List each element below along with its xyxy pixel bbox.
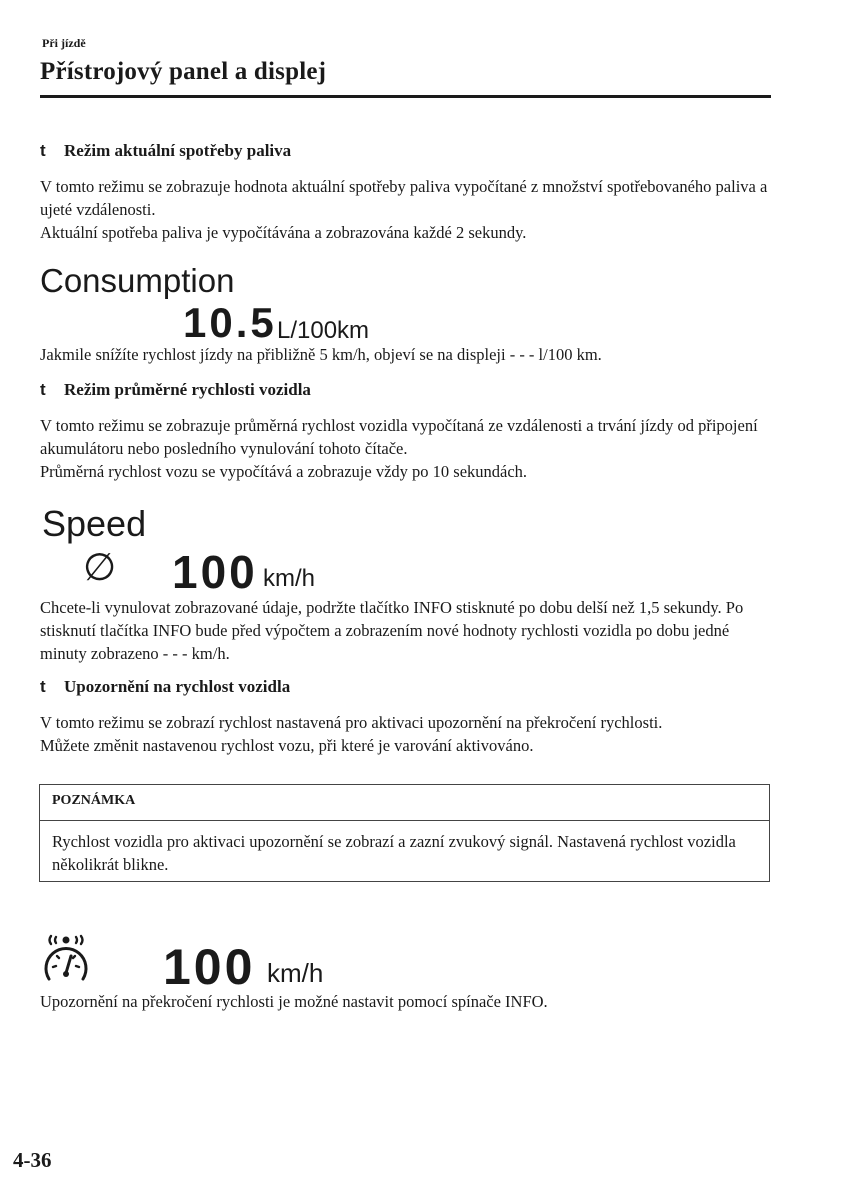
caption-line: Upozornění na překročení rychlosti je možné nastavit pomocí spínače INFO. — [40, 992, 548, 1011]
note-title: POZNÁMKA — [40, 785, 769, 821]
paragraph-average-speed — [40, 414, 780, 483]
paragraph-line: Můžete změnit nastavenou rychlost vozu, při které je varování aktivováno. — [40, 736, 534, 755]
paragraph-line: V tomto režimu se zobrazí rychlost nastavená pro aktivaci upozornění na překročení rychlosti. — [40, 713, 663, 732]
display-consumption-label: Consumption — [40, 262, 235, 299]
heading-fuel-consumption — [40, 141, 291, 161]
section-label: Při jízdě — [42, 36, 86, 50]
display-speed-unit: km/h — [263, 565, 316, 592]
caption-consumption — [40, 343, 780, 366]
note-text: Rychlost vozidla pro aktivaci upozornění se zobrazí a zazní zvukový signál. Nastavená rychlost vozidla několikrát blikne. — [52, 832, 736, 874]
caption-line: Jakmile snížíte rychlost jízdy na přibližně 5 km/h, objeví se na displeji - - - l/100 km. — [40, 345, 602, 364]
heading-text: Upozornění na rychlost vozidla — [64, 677, 291, 696]
average-symbol-icon: ∅ — [83, 547, 117, 589]
display-consumption-unit: L/100km — [277, 317, 370, 344]
paragraph-line: Aktuální spotřeba paliva je vypočítávána a zobrazována každé 2 sekundy. — [40, 223, 527, 242]
display-speed-value: 100 — [172, 546, 258, 598]
caption-speed — [40, 596, 780, 665]
page-number: 4-36 — [13, 1148, 52, 1172]
display-alert-unit: km/h — [267, 958, 324, 988]
display-alert-value: 100 — [163, 939, 256, 995]
bullet-glyph: t — [40, 141, 46, 160]
note-box — [39, 784, 770, 882]
caption-line: Chcete-li vynulovat zobrazované údaje, podržte tlačítko INFO stisknuté po dobu delší než 1,5 sekundy. Po stisknutí tlačítka INFO bude před výpočtem a zobrazením nové hodnoty rychlosti vozidla po dobu jedné minuty zobrazeno - - - km/h. — [40, 598, 744, 663]
bullet-glyph: t — [40, 677, 46, 696]
heading-text: Režim průměrné rychlosti vozidla — [64, 380, 311, 399]
bullet-glyph: t — [40, 380, 46, 399]
paragraph-speed-alert — [40, 711, 780, 757]
display-speed-label: Speed — [42, 503, 147, 544]
paragraph-line: Průměrná rychlost vozu se vypočítává a zobrazuje vždy po 10 sekundách. — [40, 462, 528, 481]
speed-alert-gauge-icon — [42, 932, 90, 986]
heading-average-speed — [40, 380, 311, 400]
paragraph-line: V tomto režimu se zobrazuje hodnota aktuální spotřeby paliva vypočítané z množství spotřebovaného paliva a ujeté vzdálenosti. — [40, 177, 768, 219]
display-consumption-value: 10.5 — [183, 299, 277, 346]
page-title: Přístrojový panel a displej — [40, 58, 327, 85]
title-rule — [40, 95, 771, 98]
paragraph-line: V tomto režimu se zobrazuje průměrná rychlost vozidla vypočítaná ze vzdálenosti a trvání jízdy od připojení akumulátoru nebo posledního vynulování tohoto čítače. — [40, 416, 758, 458]
paragraph-fuel-consumption — [40, 175, 780, 244]
heading-speed-alert — [40, 677, 290, 697]
caption-alert — [40, 990, 780, 1013]
heading-text: Režim aktuální spotřeby paliva — [64, 141, 292, 160]
